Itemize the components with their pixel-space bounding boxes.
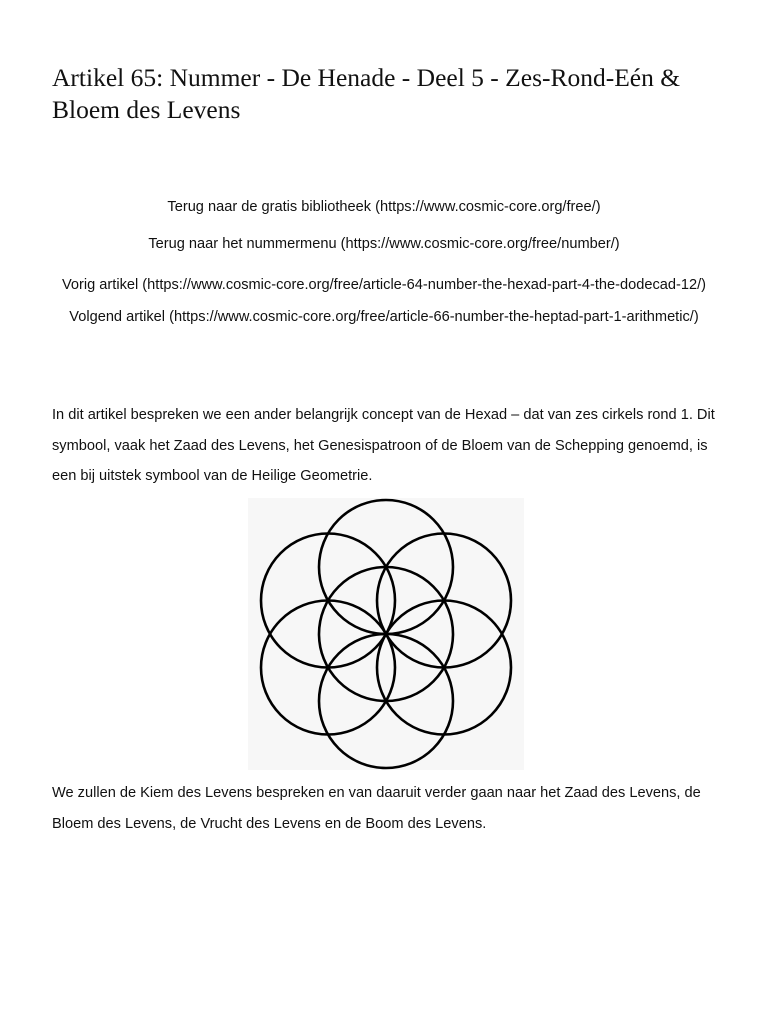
article-nav-links (40, 270, 728, 333)
seed-of-life-icon (248, 498, 524, 770)
previous-article-link[interactable]: Vorig artikel (https://www.cosmic-core.org/free/article-64-number-the-hexad-part-4-the-dodecad-12/) (61, 277, 706, 293)
number-menu-link[interactable]: Terug naar het nummermenu (https://www.cosmic-core.org/free/number/) (148, 236, 620, 252)
seed-of-life-figure (248, 498, 524, 770)
navigation-links (40, 196, 728, 333)
intro-paragraph: In dit artikel bespreken we een ander belangrijk concept van de Hexad – dat van zes cirkels rond 1. Dit symbool, vaak het Zaad des Levens, het Genesispatroon of de Bloem van de Schepping genoemd, is een bij uitstek symbool van de Heilige Geometrie. (52, 407, 715, 484)
library-link[interactable]: Terug naar de gratis bibliotheek (https://www.cosmic-core.org/free/) (167, 199, 601, 215)
next-article-link[interactable]: Volgend artikel (https://www.cosmic-core.org/free/article-66-number-the-heptad-part-1-arithmetic/) (69, 308, 699, 325)
closing-paragraph: We zullen de Kiem des Levens bespreken en van daaruit verder gaan naar het Zaad des Levens, de Bloem des Levens, de Vrucht des Levens en de Boom des Levens. (52, 785, 701, 832)
page-title: Artikel 65: Nummer - De Henade - Deel 5 - Zes-Rond-Eén & Bloem des Levens (52, 63, 681, 124)
